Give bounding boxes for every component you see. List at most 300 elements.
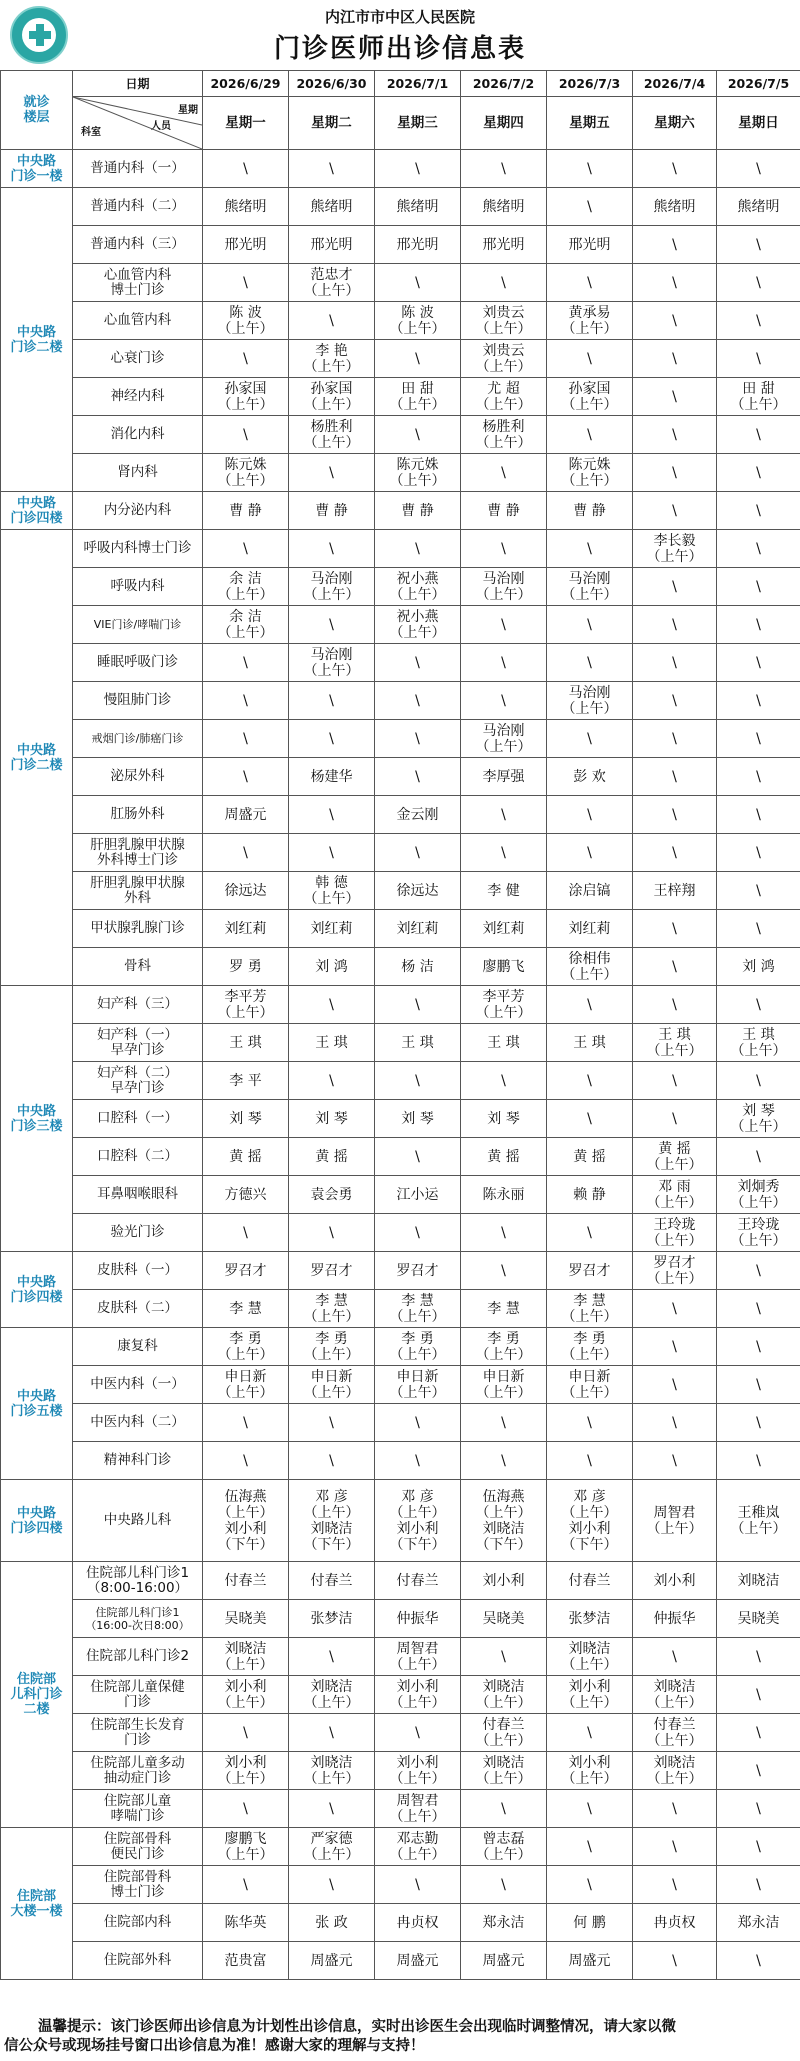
doctor-cell: \ — [289, 1214, 375, 1252]
doctor-cell: \ — [717, 1328, 800, 1366]
schedule-row — [1, 264, 800, 302]
date-cell: 2026/7/4 — [633, 71, 717, 97]
doctor-cell: 邓 彦 （上午） 刘小利 （下午） — [375, 1480, 461, 1562]
doctor-cell: 王玲珑 （上午） — [717, 1214, 800, 1252]
doctor-cell: 周智君 （上午） — [375, 1638, 461, 1676]
doctor-cell: \ — [547, 188, 633, 226]
floor-cell: 中央路 门诊三楼 — [1, 986, 73, 1252]
doctor-cell: \ — [547, 150, 633, 188]
doctor-cell: 罗召才 （上午） — [633, 1252, 717, 1290]
doctor-cell: \ — [375, 1138, 461, 1176]
schedule-row — [1, 1866, 800, 1904]
doctor-cell: 刘炯秀 （上午） — [717, 1176, 800, 1214]
schedule-row — [1, 644, 800, 682]
department-cell: VIE门诊/哮喘门诊 — [73, 606, 203, 644]
floor-cell: 中央路 门诊四楼 — [1, 1480, 73, 1562]
department-cell: 骨科 — [73, 948, 203, 986]
doctor-cell: \ — [547, 1100, 633, 1138]
doctor-cell: 熊绪明 — [375, 188, 461, 226]
department-cell: 皮肤科（二） — [73, 1290, 203, 1328]
doctor-cell: \ — [717, 872, 800, 910]
doctor-cell: \ — [547, 264, 633, 302]
doctor-cell: \ — [633, 1404, 717, 1442]
department-cell: 住院部儿童 哮喘门诊 — [73, 1790, 203, 1828]
date-label: 日期 — [73, 71, 203, 97]
doctor-cell: \ — [717, 1866, 800, 1904]
department-cell: 妇产科（一） 早孕门诊 — [73, 1024, 203, 1062]
doctor-cell: 陈华英 — [203, 1904, 289, 1942]
doctor-cell: 周盛元 — [289, 1942, 375, 1980]
doctor-cell: \ — [289, 1714, 375, 1752]
doctor-cell: 罗召才 — [289, 1252, 375, 1290]
doctor-cell: 马治刚 （上午） — [461, 720, 547, 758]
weekday-row — [1, 97, 800, 150]
doctor-cell: \ — [203, 720, 289, 758]
doctor-cell: \ — [717, 530, 800, 568]
department-cell: 戒烟门诊/肺癌门诊 — [73, 720, 203, 758]
doctor-cell: \ — [375, 1714, 461, 1752]
doctor-cell: 周盛元 — [461, 1942, 547, 1980]
doctor-cell: 刘 琴 — [375, 1100, 461, 1138]
doctor-cell: 韩 德 （上午） — [289, 872, 375, 910]
doctor-cell: 刘红莉 — [375, 910, 461, 948]
doctor-cell: \ — [633, 340, 717, 378]
doctor-cell: \ — [375, 1214, 461, 1252]
doctor-cell: 邓 彦 （上午） 刘小利 （下午） — [547, 1480, 633, 1562]
doctor-cell: 张梦洁 — [547, 1600, 633, 1638]
doctor-cell: \ — [717, 1290, 800, 1328]
doctor-cell: \ — [717, 720, 800, 758]
doctor-cell: 邓志勤 （上午） — [375, 1828, 461, 1866]
doctor-cell: 陈元姝 （上午） — [547, 454, 633, 492]
doctor-cell: \ — [289, 1866, 375, 1904]
doctor-cell: \ — [633, 644, 717, 682]
doctor-cell: 伍海燕 （上午） 刘晓洁 （下午） — [461, 1480, 547, 1562]
doctor-cell: 李 慧 （上午） — [375, 1290, 461, 1328]
doctor-cell: \ — [375, 986, 461, 1024]
doctor-cell: \ — [461, 1214, 547, 1252]
doctor-cell: 曹 静 — [289, 492, 375, 530]
doctor-cell: \ — [289, 302, 375, 340]
doctor-cell: 刘晓洁 （上午） — [461, 1676, 547, 1714]
doctor-cell: 黄 摇 — [547, 1138, 633, 1176]
doctor-cell: \ — [717, 568, 800, 606]
doctor-cell: 范忠才 （上午） — [289, 264, 375, 302]
doctor-cell: \ — [633, 378, 717, 416]
doctor-cell: 刘小利 （上午） — [203, 1752, 289, 1790]
department-cell: 精神科门诊 — [73, 1442, 203, 1480]
doctor-cell: \ — [375, 150, 461, 188]
weekday-cell: 星期二 — [289, 97, 375, 150]
doctor-cell: \ — [633, 796, 717, 834]
schedule-row — [1, 1442, 800, 1480]
doctor-cell: 刘晓洁 （上午） — [547, 1638, 633, 1676]
doctor-cell: 徐远达 — [203, 872, 289, 910]
doctor-cell: 黄 摇 — [461, 1138, 547, 1176]
doctor-cell: \ — [375, 682, 461, 720]
department-cell: 慢阻肺门诊 — [73, 682, 203, 720]
doctor-cell: 郑永洁 — [717, 1904, 800, 1942]
doctor-cell: \ — [717, 834, 800, 872]
doctor-cell: \ — [461, 530, 547, 568]
doctor-cell: \ — [203, 1866, 289, 1904]
doctor-cell: \ — [717, 454, 800, 492]
doctor-cell: 尤 超 （上午） — [461, 378, 547, 416]
schedule-row — [1, 188, 800, 226]
schedule-row — [1, 1176, 800, 1214]
doctor-cell: 杨建华 — [289, 758, 375, 796]
doctor-cell: \ — [633, 986, 717, 1024]
doctor-cell: 邢光明 — [461, 226, 547, 264]
department-cell: 耳鼻咽喉眼科 — [73, 1176, 203, 1214]
doctor-cell: \ — [375, 720, 461, 758]
doctor-cell: \ — [375, 416, 461, 454]
doctor-cell: \ — [375, 644, 461, 682]
doctor-cell: 刘 鸿 — [717, 948, 800, 986]
doctor-cell: \ — [717, 644, 800, 682]
doctor-cell: 李 勇 （上午） — [203, 1328, 289, 1366]
date-row — [1, 71, 800, 97]
department-cell: 睡眠呼吸门诊 — [73, 644, 203, 682]
doctor-cell: 余 洁 （上午） — [203, 568, 289, 606]
doctor-cell: 仲振华 — [375, 1600, 461, 1638]
doctor-cell: \ — [461, 796, 547, 834]
doctor-cell: \ — [289, 1062, 375, 1100]
doctor-cell: \ — [461, 1252, 547, 1290]
doctor-cell: 王 琪 （上午） — [633, 1024, 717, 1062]
department-cell: 普通内科（一） — [73, 150, 203, 188]
doctor-cell: \ — [203, 340, 289, 378]
doctor-cell: \ — [633, 1638, 717, 1676]
doctor-cell: 廖鹏飞 （上午） — [203, 1828, 289, 1866]
doctor-cell: \ — [717, 1790, 800, 1828]
doctor-cell: \ — [633, 226, 717, 264]
doctor-cell: \ — [633, 568, 717, 606]
department-cell: 中央路儿科 — [73, 1480, 203, 1562]
department-cell: 神经内科 — [73, 378, 203, 416]
doctor-cell: \ — [547, 796, 633, 834]
doctor-cell: \ — [461, 682, 547, 720]
schedule-row — [1, 1062, 800, 1100]
doctor-cell: 杨胜利 （上午） — [289, 416, 375, 454]
doctor-cell: 王 琪 — [547, 1024, 633, 1062]
doctor-cell: \ — [633, 302, 717, 340]
doctor-cell: \ — [717, 1752, 800, 1790]
doctor-cell: \ — [717, 796, 800, 834]
doctor-cell: \ — [203, 416, 289, 454]
doctor-cell: 刘小利 （上午） — [203, 1676, 289, 1714]
doctor-cell: 李 平 — [203, 1062, 289, 1100]
doctor-cell: \ — [289, 530, 375, 568]
weekday-cell: 星期三 — [375, 97, 461, 150]
floor-cell: 住院部 大楼一楼 — [1, 1828, 73, 1980]
doctor-cell: \ — [289, 606, 375, 644]
schedule-row — [1, 606, 800, 644]
doctor-cell: \ — [461, 1866, 547, 1904]
doctor-cell: 熊绪明 — [203, 188, 289, 226]
doctor-cell: \ — [375, 530, 461, 568]
doctor-cell: \ — [203, 1714, 289, 1752]
weekday-corner-label: 星期 — [178, 105, 198, 116]
doctor-cell: \ — [203, 1790, 289, 1828]
schedule-row — [1, 834, 800, 872]
department-cell: 肛肠外科 — [73, 796, 203, 834]
department-cell: 普通内科（三） — [73, 226, 203, 264]
doctor-cell: 吴晓美 — [461, 1600, 547, 1638]
doctor-cell: 田 甜 （上午） — [717, 378, 800, 416]
doctor-cell: 曹 静 — [547, 492, 633, 530]
department-cell: 康复科 — [73, 1328, 203, 1366]
schedule-row — [1, 682, 800, 720]
doctor-cell: \ — [633, 948, 717, 986]
doctor-cell: 李厚强 — [461, 758, 547, 796]
doctor-cell: 杨 洁 — [375, 948, 461, 986]
doctor-cell: 刘小利 （上午） — [547, 1752, 633, 1790]
doctor-cell: 刘 琴 — [203, 1100, 289, 1138]
doctor-cell: 黄 摇 — [203, 1138, 289, 1176]
doctor-cell: 王 琪 — [375, 1024, 461, 1062]
doctor-cell: 赖 静 — [547, 1176, 633, 1214]
doctor-cell: 邓 彦 （上午） 刘晓洁 （下午） — [289, 1480, 375, 1562]
doctor-cell: 王梓翔 — [633, 872, 717, 910]
schedule-row — [1, 454, 800, 492]
weekday-cell: 星期四 — [461, 97, 547, 150]
doctor-cell: \ — [547, 1214, 633, 1252]
doctor-cell: \ — [203, 1404, 289, 1442]
doctor-cell: 刘红莉 — [289, 910, 375, 948]
doctor-cell: 黄承易 （上午） — [547, 302, 633, 340]
doctor-cell: 陈元姝 （上午） — [375, 454, 461, 492]
doctor-cell: 刘晓洁 （上午） — [633, 1676, 717, 1714]
doctor-cell: \ — [717, 1062, 800, 1100]
doctor-cell: \ — [717, 264, 800, 302]
doctor-cell: \ — [633, 1062, 717, 1100]
schedule-row — [1, 910, 800, 948]
doctor-cell: \ — [547, 1828, 633, 1866]
page-header — [0, 0, 800, 70]
doctor-cell: \ — [717, 986, 800, 1024]
doctor-cell: 刘红莉 — [461, 910, 547, 948]
doctor-cell: \ — [203, 150, 289, 188]
diagonal-header — [73, 97, 203, 150]
department-cell: 肝胆乳腺甲状腺 外科 — [73, 872, 203, 910]
schedule-row — [1, 530, 800, 568]
schedule-row — [1, 416, 800, 454]
schedule-row — [1, 758, 800, 796]
doctor-cell: 马治刚 （上午） — [289, 568, 375, 606]
schedule-row — [1, 226, 800, 264]
department-cell: 甲状腺乳腺门诊 — [73, 910, 203, 948]
schedule-row — [1, 1252, 800, 1290]
doctor-cell: 李 健 — [461, 872, 547, 910]
schedule-row — [1, 872, 800, 910]
doctor-cell: \ — [547, 1442, 633, 1480]
doctor-cell: \ — [375, 264, 461, 302]
department-cell: 住院部生长发育 门诊 — [73, 1714, 203, 1752]
doctor-cell: \ — [633, 910, 717, 948]
schedule-row — [1, 1290, 800, 1328]
doctor-cell: 杨胜利 （上午） — [461, 416, 547, 454]
doctor-cell: 方德兴 — [203, 1176, 289, 1214]
doctor-cell: \ — [633, 1942, 717, 1980]
doctor-cell: \ — [547, 416, 633, 454]
doctor-cell: 周智君 （上午） — [375, 1790, 461, 1828]
doctor-cell: \ — [375, 834, 461, 872]
doctor-cell: \ — [717, 226, 800, 264]
doctor-cell: \ — [461, 454, 547, 492]
department-cell: 住院部内科 — [73, 1904, 203, 1942]
department-cell: 呼吸内科博士门诊 — [73, 530, 203, 568]
doctor-cell: 申日新 （上午） — [461, 1366, 547, 1404]
doctor-cell: 曹 静 — [203, 492, 289, 530]
doctor-cell: 吴晓美 — [203, 1600, 289, 1638]
doctor-cell: \ — [289, 1638, 375, 1676]
doctor-cell: \ — [717, 492, 800, 530]
doctor-cell: \ — [633, 1100, 717, 1138]
doctor-cell: 李平芳 （上午） — [461, 986, 547, 1024]
doctor-cell: 廖鹏飞 — [461, 948, 547, 986]
department-cell: 心衰门诊 — [73, 340, 203, 378]
doctor-cell: \ — [289, 1442, 375, 1480]
doctor-cell: \ — [717, 1138, 800, 1176]
footer-line-1: 温馨提示：该门诊医师出诊信息为计划性出诊信息，实时出诊医生会出现临时调整情况，请大家以微 — [38, 2019, 676, 2035]
schedule-row — [1, 948, 800, 986]
doctor-cell: 刘红莉 — [547, 910, 633, 948]
doctor-cell: \ — [203, 758, 289, 796]
doctor-cell: 伍海燕 （上午） 刘小利 （下午） — [203, 1480, 289, 1562]
department-cell: 肝胆乳腺甲状腺 外科博士门诊 — [73, 834, 203, 872]
doctor-cell: 付春兰 — [203, 1562, 289, 1600]
doctor-cell: 祝小燕 （上午） — [375, 568, 461, 606]
schedule-row — [1, 1714, 800, 1752]
doctor-cell: \ — [717, 1676, 800, 1714]
doctor-cell: 李长毅 （上午） — [633, 530, 717, 568]
doctor-cell: 刘贵云 （上午） — [461, 340, 547, 378]
doctor-cell: 周智君 （上午） — [633, 1480, 717, 1562]
doctor-cell: 王 琪 — [461, 1024, 547, 1062]
department-cell: 中医内科（一） — [73, 1366, 203, 1404]
doctor-cell: 付春兰 （上午） — [461, 1714, 547, 1752]
doctor-cell: 刘小利 — [633, 1562, 717, 1600]
date-cell: 2026/7/3 — [547, 71, 633, 97]
department-cell: 肾内科 — [73, 454, 203, 492]
doctor-cell: 熊绪明 — [717, 188, 800, 226]
doctor-cell: 余 洁 （上午） — [203, 606, 289, 644]
doctor-cell: \ — [547, 1714, 633, 1752]
doctor-cell: 邢光明 — [289, 226, 375, 264]
doctor-cell: \ — [461, 606, 547, 644]
doctor-cell: \ — [461, 1404, 547, 1442]
doctor-cell: \ — [289, 986, 375, 1024]
doctor-cell: \ — [633, 150, 717, 188]
department-cell: 验光门诊 — [73, 1214, 203, 1252]
doctor-cell: \ — [461, 644, 547, 682]
doctor-cell: 刘晓洁 （上午） — [633, 1752, 717, 1790]
doctor-cell: \ — [717, 606, 800, 644]
doctor-cell: 罗 勇 — [203, 948, 289, 986]
doctor-cell: \ — [633, 1790, 717, 1828]
doctor-cell: 付春兰 — [375, 1562, 461, 1600]
doctor-cell: \ — [633, 682, 717, 720]
floor-cell: 住院部 儿科门诊 二楼 — [1, 1562, 73, 1828]
schedule-row — [1, 1480, 800, 1562]
date-cell: 2026/6/30 — [289, 71, 375, 97]
doctor-cell: \ — [717, 340, 800, 378]
doctor-cell: \ — [633, 606, 717, 644]
schedule-row — [1, 796, 800, 834]
doctor-cell: 李 慧 — [461, 1290, 547, 1328]
doctor-cell: 陈 波 （上午） — [375, 302, 461, 340]
doctor-cell: 周盛元 — [203, 796, 289, 834]
page-title: 门诊医师出诊信息表 — [273, 34, 526, 64]
doctor-cell: 刘晓洁 （上午） — [461, 1752, 547, 1790]
doctor-cell: 李 艳 （上午） — [289, 340, 375, 378]
schedule-row — [1, 720, 800, 758]
doctor-cell: \ — [289, 454, 375, 492]
weekday-cell: 星期五 — [547, 97, 633, 150]
doctor-cell: \ — [717, 910, 800, 948]
doctor-cell: \ — [547, 1866, 633, 1904]
schedule-row — [1, 1676, 800, 1714]
schedule-row — [1, 302, 800, 340]
schedule-row — [1, 1366, 800, 1404]
doctor-cell: \ — [717, 1828, 800, 1866]
schedule-row — [1, 378, 800, 416]
doctor-cell: \ — [633, 1366, 717, 1404]
doctor-cell: \ — [547, 1790, 633, 1828]
doctor-cell: 王玲珑 （上午） — [633, 1214, 717, 1252]
doctor-cell: \ — [717, 1252, 800, 1290]
doctor-cell: 付春兰 — [547, 1562, 633, 1600]
doctor-cell: 罗召才 — [203, 1252, 289, 1290]
doctor-cell: 冉贞权 — [375, 1904, 461, 1942]
doctor-cell: 刘 琴 — [289, 1100, 375, 1138]
date-cell: 2026/7/5 — [717, 71, 800, 97]
department-cell: 住院部儿科门诊1 （8:00-16:00） — [73, 1562, 203, 1600]
doctor-cell: 申日新 （上午） — [289, 1366, 375, 1404]
department-cell: 住院部儿科门诊2 — [73, 1638, 203, 1676]
doctor-cell: \ — [633, 1828, 717, 1866]
doctor-cell: \ — [633, 416, 717, 454]
schedule-row — [1, 1328, 800, 1366]
schedule-row — [1, 1828, 800, 1866]
department-cell: 消化内科 — [73, 416, 203, 454]
schedule-row — [1, 986, 800, 1024]
doctor-cell: \ — [717, 1638, 800, 1676]
doctor-cell: \ — [717, 1442, 800, 1480]
doctor-cell: \ — [461, 1638, 547, 1676]
doctor-cell: \ — [633, 1328, 717, 1366]
doctor-cell: \ — [461, 150, 547, 188]
doctor-cell: \ — [461, 1062, 547, 1100]
doctor-cell: 申日新 （上午） — [203, 1366, 289, 1404]
doctor-cell: \ — [203, 644, 289, 682]
doctor-cell: 金云刚 — [375, 796, 461, 834]
doctor-cell: \ — [461, 264, 547, 302]
doctor-cell: \ — [203, 834, 289, 872]
doctor-cell: 申日新 （上午） — [375, 1366, 461, 1404]
doctor-cell: 邓 雨 （上午） — [633, 1176, 717, 1214]
doctor-cell: \ — [717, 682, 800, 720]
doctor-cell: \ — [203, 682, 289, 720]
doctor-cell: 曹 静 — [375, 492, 461, 530]
doctor-cell: 仲振华 — [633, 1600, 717, 1638]
doctor-cell: 李 慧 — [203, 1290, 289, 1328]
schedule-row — [1, 1752, 800, 1790]
doctor-cell: \ — [289, 1404, 375, 1442]
doctor-cell: \ — [375, 1404, 461, 1442]
doctor-cell: 马治刚 （上午） — [547, 568, 633, 606]
